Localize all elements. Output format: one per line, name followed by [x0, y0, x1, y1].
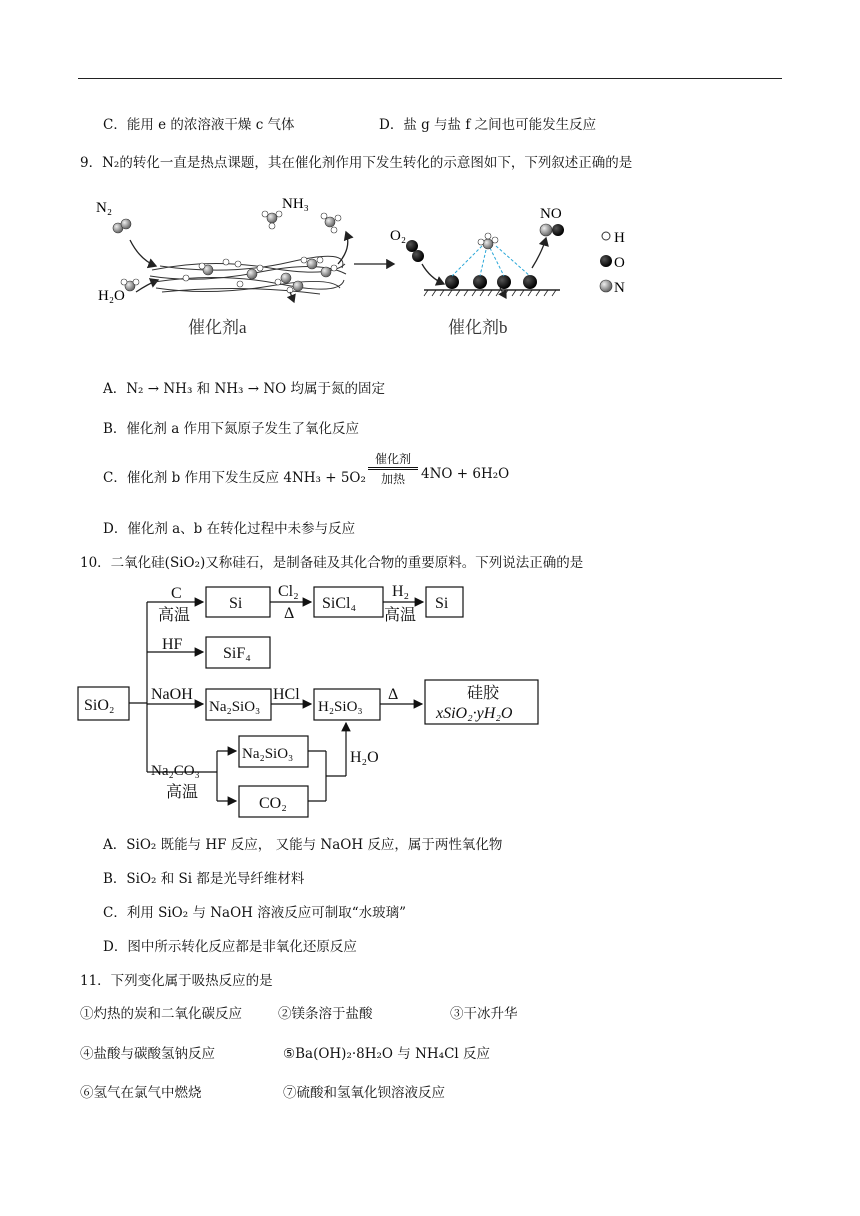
q11-item-6: ⑥氢气在氯气中燃烧: [80, 1085, 202, 1101]
q8-option-c: C．能用 e 的浓溶液干燥 c 气体: [103, 117, 295, 133]
header-rule: [78, 78, 782, 79]
si-text: Si: [229, 595, 243, 612]
catalyst-a-label: 催化剂a: [188, 318, 247, 337]
cl2-text: Cl₂: [278, 583, 299, 600]
hcl-text: HCl: [273, 686, 300, 703]
no-molecule: [540, 224, 552, 236]
q9-option-c-condition: [368, 452, 418, 487]
q9-option-a: A．N₂ → NH₃ 和 NH₃ → NO 均属于氮的固定: [103, 381, 386, 397]
q10-flowchart: [70, 576, 550, 826]
o2-molecule: [406, 240, 418, 252]
q9-option-c-prefix: C．催化剂 b 作用下发生反应: [103, 470, 280, 486]
gel-formula-text: xSiO₂·yH₂O: [436, 705, 513, 722]
q11-item-3: ③干冰升华: [450, 1006, 518, 1022]
q10-stem: 10．二氧化硅(SiO₂)又称硅石，是制备硅及其化合物的重要原料。下列说法正确的是: [80, 555, 584, 571]
delta-text-2: Δ: [388, 686, 399, 703]
q9-option-d: D．催化剂 a、b 在转化过程中未参与反应: [103, 521, 356, 537]
q10-option-b: B．SiO₂ 和 Si 都是光导纤维材料: [103, 871, 305, 887]
q11-item-7: ⑦硫酸和氢氧化钡溶液反应: [283, 1085, 445, 1101]
gel-name-text: 硅胶: [467, 685, 500, 702]
na2sio3-b-text: Na₂SiO₃: [242, 746, 294, 762]
h2o-text: H₂O: [350, 749, 379, 766]
nh3-molecule: [267, 213, 277, 223]
high-temp-text-2: 高温: [384, 607, 417, 624]
delta-text-1: Δ: [284, 605, 295, 622]
q10-option-a: A．SiO₂ 既能与 HF 反应， 又能与 NaOH 反应，属于两性氧化物: [103, 837, 503, 853]
c-text: C: [171, 585, 182, 602]
legend-o-swatch: [600, 255, 612, 267]
q10-option-c: C．利用 SiO₂ 与 NaOH 溶液反应可制取“水玻璃”: [103, 905, 407, 921]
na2sio3-text: Na₂SiO₃: [209, 699, 261, 715]
legend-o-label: O: [614, 255, 625, 271]
sio2-text: SiO₂: [84, 697, 115, 714]
legend-n-swatch: [600, 280, 612, 292]
q11-item-2: ②镁条溶于盐酸: [278, 1006, 373, 1022]
nh3-label: NH₃: [282, 196, 309, 212]
q9-option-c-left: 4NH₃ + 5O₂: [283, 470, 366, 486]
h2o-label: H₂O: [98, 288, 125, 304]
hf-text: HF: [162, 636, 183, 653]
naoh-text: NaOH: [151, 686, 193, 703]
legend-h-label: H: [614, 230, 625, 246]
q9-option-c-cond-bottom: 加热: [380, 472, 405, 486]
q8-option-d: D．盐 g 与盐 f 之间也可能发生反应: [379, 117, 597, 133]
no-label: NO: [540, 206, 562, 222]
q11-item-4: ④盐酸与碳酸氢钠反应: [80, 1046, 215, 1062]
q9-stem: 9．N₂的转化一直是热点课题，其在催化剂作用下发生转化的示意图如下，下列叙述正确的是: [80, 155, 633, 171]
q9-option-b: B．催化剂 a 作用下氮原子发生了氧化反应: [103, 421, 360, 437]
h2-text: H₂: [392, 583, 410, 600]
q11-item-5: ⑤Ba(OH)₂·8H₂O 与 NH₄Cl 反应: [283, 1046, 491, 1062]
o2-label: O₂: [390, 228, 407, 244]
q9-figure: [90, 188, 650, 343]
q9-option-c-cond-top: 催化剂: [374, 452, 411, 466]
legend: [600, 230, 625, 296]
co2-text: CO₂: [259, 795, 287, 812]
h2sio3-text: H₂SiO₃: [318, 699, 363, 715]
q9-option-c: [103, 466, 366, 486]
high-temp-text-3: 高温: [166, 784, 199, 801]
si-final-text: Si: [435, 595, 449, 612]
q9-option-c-right: 4NO + 6H₂O: [421, 466, 510, 482]
high-temp-text-1: 高温: [158, 607, 191, 624]
sif4-text: SiF₄: [223, 645, 251, 662]
q11-stem: 11．下列变化属于吸热反应的是: [80, 973, 273, 989]
na2co3-text: Na₂CO₃: [151, 763, 200, 779]
n2-label: N₂: [96, 200, 113, 216]
legend-h-swatch: [602, 232, 610, 240]
q10-option-d: D．图中所示转化反应都是非氧化还原反应: [103, 939, 357, 955]
catalyst-b-label: 催化剂b: [448, 318, 508, 337]
q11-item-1: ①灼热的炭和二氧化碳反应: [80, 1006, 242, 1022]
legend-n-label: N: [614, 280, 625, 296]
sicl4-text: SiCl₄: [322, 595, 357, 612]
